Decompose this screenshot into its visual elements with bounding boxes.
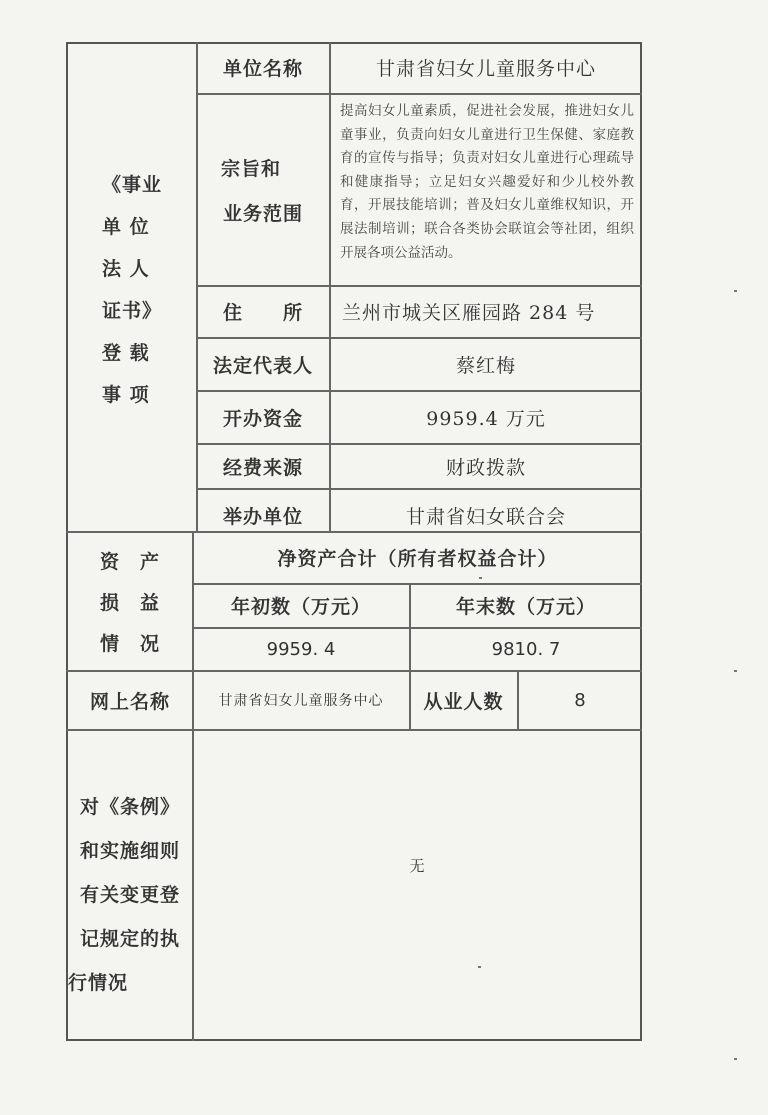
online-name-value: 甘肃省妇女儿童服务中心 (218, 693, 384, 709)
scan-speck (734, 1058, 737, 1060)
sponsor-label: 举办单位 (222, 505, 303, 528)
net-assets-header: 净资产合计（所有者权益合计） (277, 548, 558, 570)
purpose-label (197, 94, 329, 285)
purpose-label-line: 宗旨和 (220, 157, 281, 180)
unit-name-label: 单位名称 (222, 58, 303, 80)
assets-label-line: 损 益 (99, 591, 160, 614)
compliance-label-line: 有关变更登 (79, 884, 180, 906)
compliance-label (68, 780, 192, 1010)
funding-label: 经费来源 (222, 456, 303, 479)
begin-year-label: 年初数（万元） (230, 596, 371, 618)
purpose-label-line: 业务范围 (222, 202, 303, 225)
legal-rep-value: 蔡红梅 (455, 354, 516, 377)
legal-rep-label: 法定代表人 (212, 354, 313, 377)
assets-label-line: 资 产 (99, 550, 160, 573)
assets-section-label (68, 532, 192, 670)
capital-label: 开办资金 (222, 407, 303, 430)
unit-name-value: 甘肃省妇女儿童服务中心 (375, 58, 596, 80)
scan-speck (479, 577, 482, 579)
sponsor-value: 甘肃省妇女联合会 (405, 505, 566, 528)
address-label: 住 所 (222, 302, 303, 324)
certificate-section-label (68, 160, 196, 420)
address-value: 兰州市城关区雁园路 284 号 (342, 302, 596, 324)
compliance-value: 无 (409, 856, 426, 875)
online-name-label: 网上名称 (89, 690, 170, 713)
certificate-label-line: 单 位 (102, 216, 150, 238)
staff-count-value: 8 (574, 689, 586, 711)
compliance-label-line: 行情况 (68, 972, 129, 994)
scan-speck (734, 290, 737, 292)
begin-year-value: 9959. 4 (266, 638, 336, 660)
scan-speck (734, 670, 737, 672)
certificate-label-line: 《事业 (102, 174, 163, 196)
certificate-label-line: 事 项 (102, 384, 150, 406)
certificate-label-line: 法 人 (102, 258, 150, 280)
assets-label-line: 情 况 (99, 632, 160, 655)
staff-count-label: 从业人数 (423, 690, 504, 713)
capital-value: 9959.4 万元 (426, 407, 546, 430)
funding-value: 财政拨款 (445, 456, 526, 479)
compliance-label-line: 和实施细则 (79, 840, 180, 862)
compliance-label-line: 记规定的执 (79, 928, 180, 950)
end-year-value: 9810. 7 (491, 638, 561, 660)
scan-speck (478, 966, 481, 968)
certificate-label-line: 登 载 (102, 342, 150, 364)
end-year-label: 年末数（万元） (455, 596, 596, 618)
certificate-label-line: 证书》 (102, 300, 163, 322)
purpose-value: 提高妇女儿童素质，促进社会发展，推进妇女儿童事业，负责向妇女儿童进行卫生保健、家庭教育的宣传与指导；负责对妇女儿童进行心理疏导和健康指导；立足妇女兴趣爱好和少儿校外教育，开展技能培训；普及妇女儿童维权知识，开展法制培训；联合各类协会联谊会等社团，组织开展各项公益活动。 (340, 103, 634, 261)
compliance-label-line: 对《条例》 (79, 796, 180, 818)
